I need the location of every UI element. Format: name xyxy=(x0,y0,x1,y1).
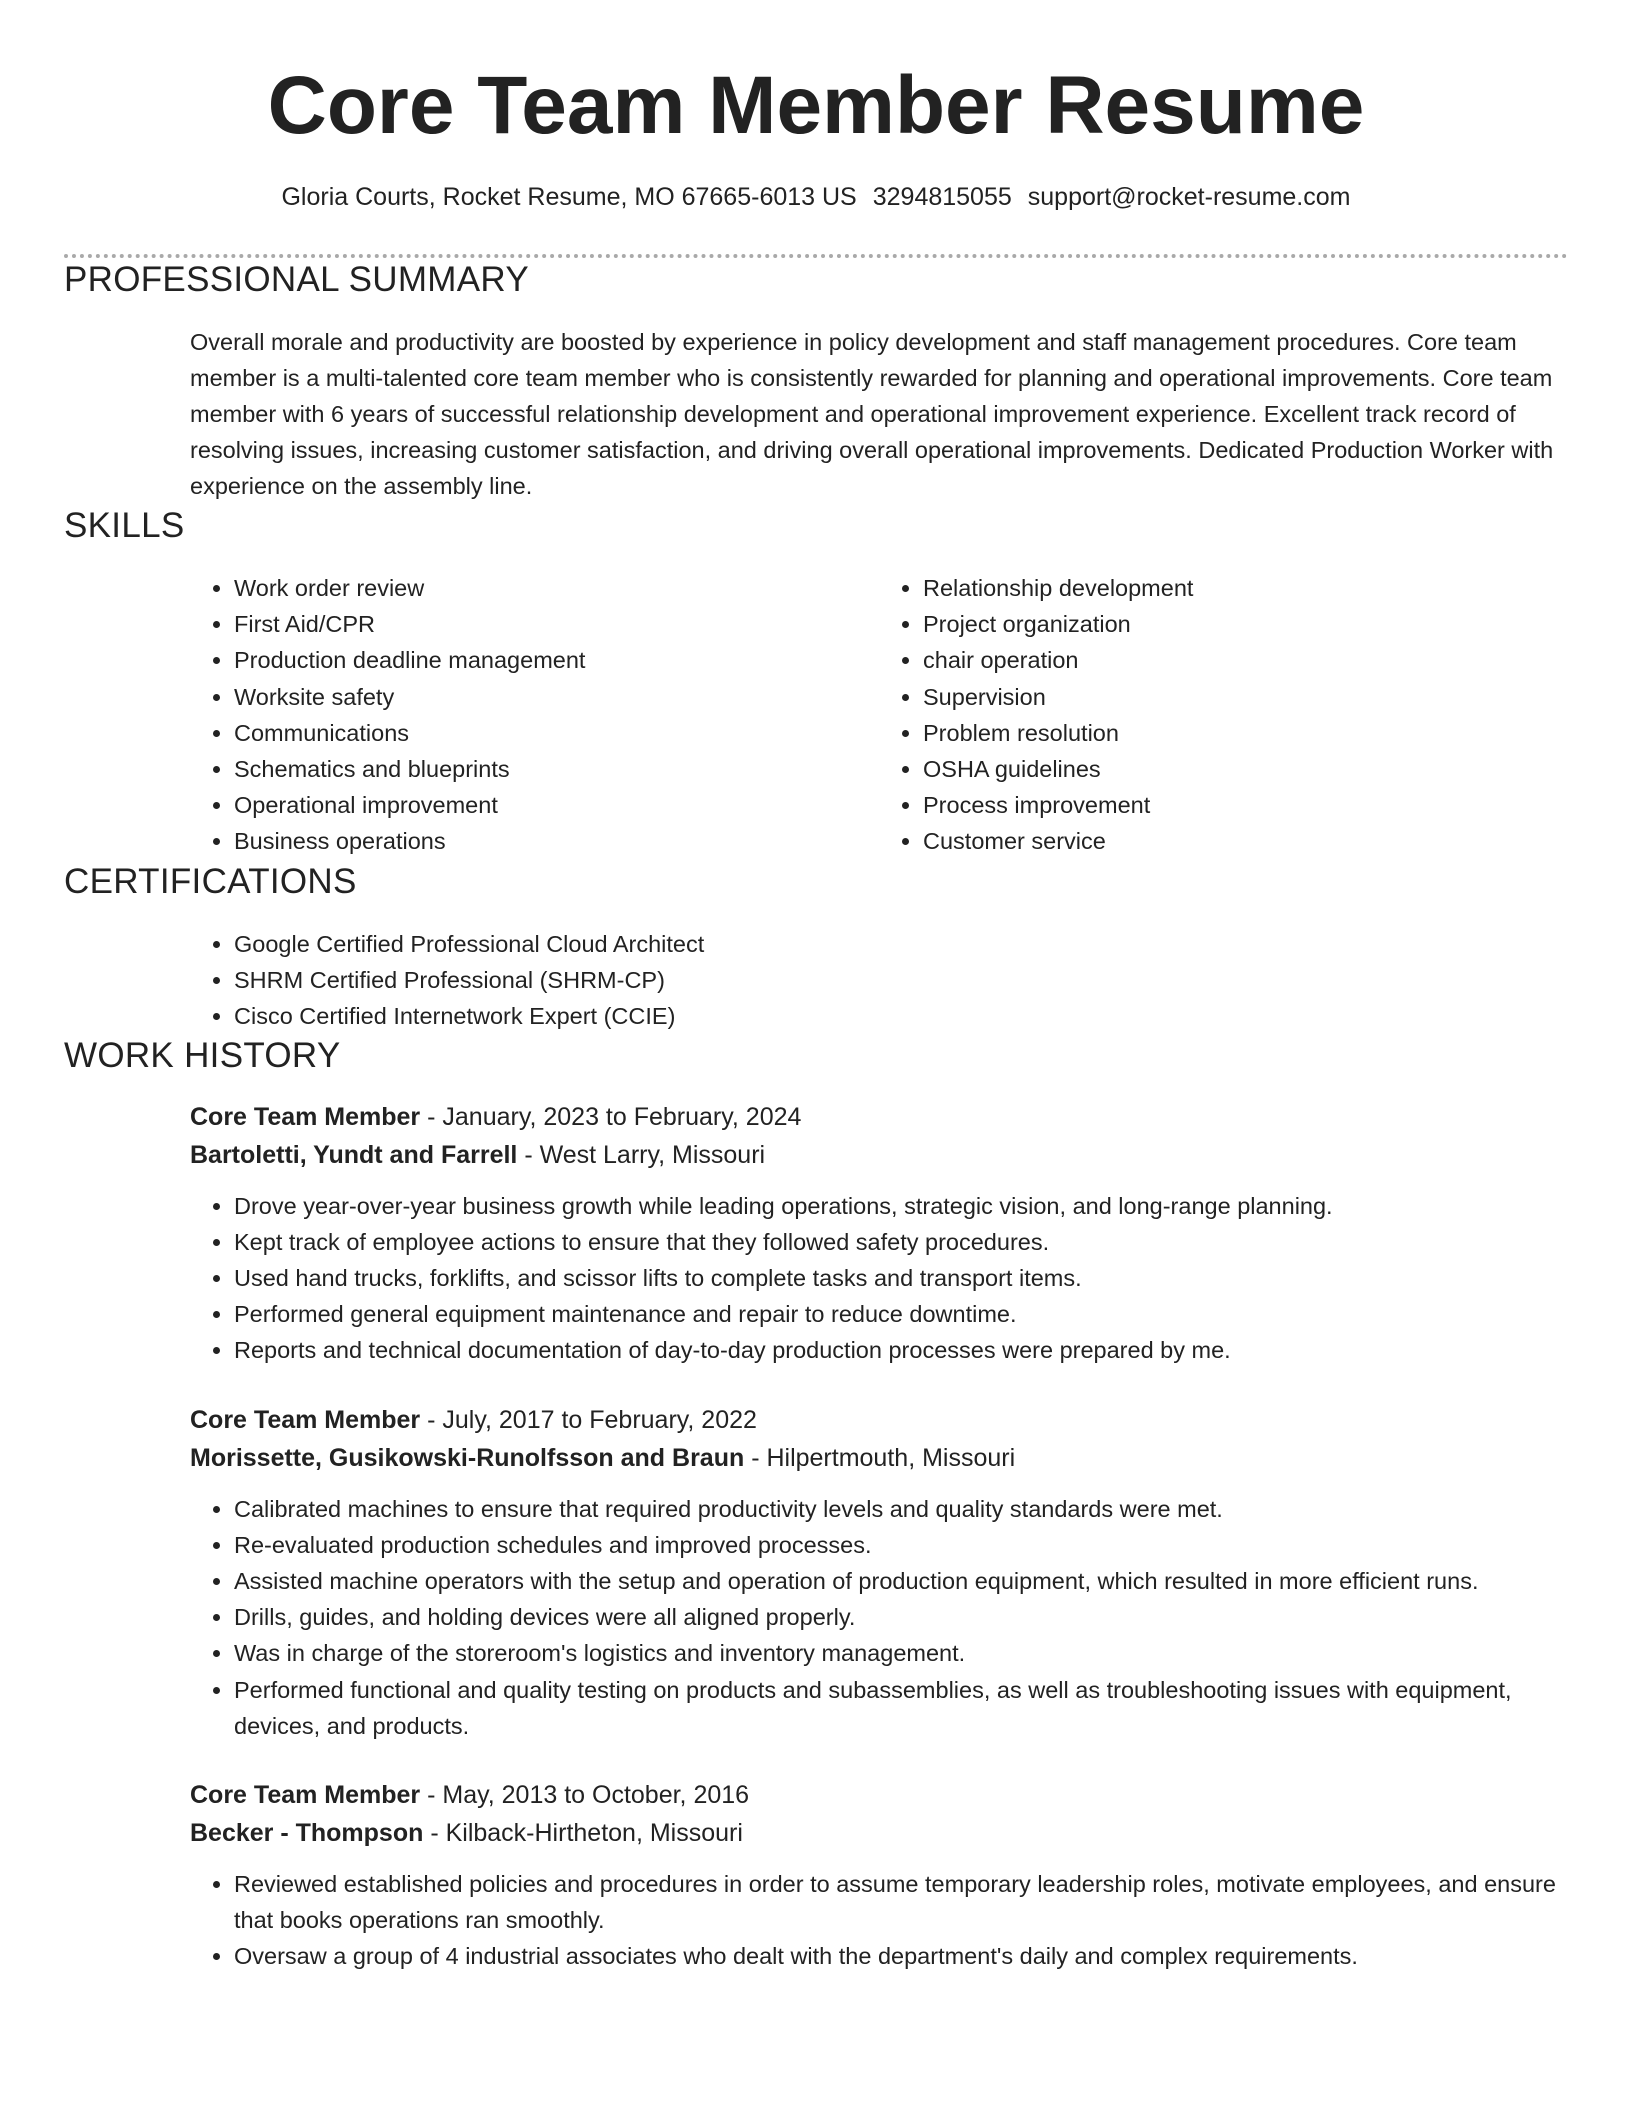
certification-item: • Google Certified Professional Cloud Architect xyxy=(234,926,1568,962)
job-company: Becker - Thompson xyxy=(190,1819,424,1848)
job-company: Bartoletti, Yundt and Farrell xyxy=(190,1140,518,1169)
job-bullet: • Drills, guides, and holding devices were all aligned properly. xyxy=(234,1599,1568,1635)
certifications-list xyxy=(190,926,1568,1034)
job-location: - West Larry, Missouri xyxy=(517,1140,766,1169)
work-history-heading: WORK HISTORY xyxy=(64,1035,341,1075)
job-title-line xyxy=(190,1098,1568,1136)
job-bullet: • Calibrated machines to ensure that required productivity levels and quality standards were met. xyxy=(234,1491,1568,1527)
summary-text: Overall morale and productivity are boosted by experience in policy development and staff management procedures. Core team member is a multi-talented core team member who is consistently rewarded for planning and operational improvements. Core team member with 6 years of successful relationship development and operational improvement experience. Excellent track record of resolving issues, increasing customer satisfaction, and driving overall operational improvements. Dedicated Production Worker with experience on the assembly line. xyxy=(190,329,1554,499)
job-company-line xyxy=(190,1439,1568,1477)
skills-grid xyxy=(190,570,1568,860)
job-bullets xyxy=(190,1491,1568,1744)
job-company-line xyxy=(190,1814,1568,1852)
job-bullet: • Re-evaluated production schedules and improved processes. xyxy=(234,1527,1568,1563)
job-entry xyxy=(190,1401,1568,1744)
job-entry xyxy=(190,1776,1568,1975)
job-bullet: • Reports and technical documentation of day-to-day production processes were prepared by me. xyxy=(234,1332,1568,1368)
job-title-line xyxy=(190,1776,1568,1814)
resume-title: Core Team Member Resume xyxy=(267,60,1365,151)
skill-item: • Work order review xyxy=(234,570,879,606)
job-bullet: • Performed functional and quality testing on products and subassemblies, as well as troubleshooting issues with equipment, devices, and products. xyxy=(234,1672,1568,1744)
job-bullet: • Performed general equipment maintenance and repair to reduce downtime. xyxy=(234,1296,1568,1332)
resume-page xyxy=(64,0,1568,1975)
job-bullet: • Used hand trucks, forklifts, and scissor lifts to complete tasks and transport items. xyxy=(234,1260,1568,1296)
skills-column-left xyxy=(190,570,879,860)
certification-item: • Cisco Certified Internetwork Expert (CCIE) xyxy=(234,998,1568,1034)
certifications-heading: CERTIFICATIONS xyxy=(64,861,357,901)
skill-item: • Communications xyxy=(234,715,879,751)
contact-phone: 3294815055 xyxy=(872,183,1012,211)
job-title: Core Team Member xyxy=(190,1102,421,1131)
skill-item: • Operational improvement xyxy=(234,787,879,823)
skill-item: • Process improvement xyxy=(923,787,1568,823)
skill-item: • Relationship development xyxy=(923,570,1568,606)
job-bullet: • Reviewed established policies and procedures in order to assume temporary leadership roles, motivate employees, and ensure that books operations ran smoothly. xyxy=(234,1866,1568,1938)
contact-line xyxy=(64,180,1568,214)
skill-item: • chair operation xyxy=(923,642,1568,678)
job-bullet: • Was in charge of the storeroom's logistics and inventory management. xyxy=(234,1635,1568,1671)
job-dates: - July, 2017 to February, 2022 xyxy=(420,1405,757,1434)
job-entry xyxy=(190,1098,1568,1369)
skill-item: • OSHA guidelines xyxy=(923,751,1568,787)
contact-email: support@rocket-resume.com xyxy=(1027,183,1351,211)
job-bullets xyxy=(190,1866,1568,1975)
contact-address: Gloria Courts, Rocket Resume, MO 67665-6013 US xyxy=(281,183,857,211)
skill-item: • Business operations xyxy=(234,823,879,859)
job-company-line xyxy=(190,1136,1568,1174)
skill-item: • Customer service xyxy=(923,823,1568,859)
job-company: Morissette, Gusikowski-Runolfsson and Braun xyxy=(190,1443,745,1472)
skill-item: • Supervision xyxy=(923,679,1568,715)
job-dates: - January, 2023 to February, 2024 xyxy=(420,1102,802,1131)
skill-item: • Worksite safety xyxy=(234,679,879,715)
skill-item: • Project organization xyxy=(923,606,1568,642)
certification-item: • SHRM Certified Professional (SHRM-CP) xyxy=(234,962,1568,998)
skill-item: • Production deadline management xyxy=(234,642,879,678)
job-title: Core Team Member xyxy=(190,1781,421,1810)
job-title-line xyxy=(190,1401,1568,1439)
skill-item: • Problem resolution xyxy=(923,715,1568,751)
job-bullet: • Drove year-over-year business growth while leading operations, strategic vision, and long-range planning. xyxy=(234,1188,1568,1224)
job-location: - Hilpertmouth, Missouri xyxy=(744,1443,1016,1472)
skill-item: • Schematics and blueprints xyxy=(234,751,879,787)
job-location: - Kilback-Hirtheton, Missouri xyxy=(423,1819,743,1848)
job-bullet: • Assisted machine operators with the setup and operation of production equipment, which resulted in more efficient runs. xyxy=(234,1563,1568,1599)
skills-heading: SKILLS xyxy=(64,506,185,545)
skill-item: • First Aid/CPR xyxy=(234,606,879,642)
job-title: Core Team Member xyxy=(190,1405,421,1434)
summary-heading: PROFESSIONAL SUMMARY xyxy=(64,260,529,299)
skills-column-right xyxy=(879,570,1568,860)
job-bullet: • Kept track of employee actions to ensure that they followed safety procedures. xyxy=(234,1224,1568,1260)
job-bullet: • Oversaw a group of 4 industrial associates who dealt with the department's daily and complex requirements. xyxy=(234,1938,1568,1974)
job-bullets xyxy=(190,1188,1568,1369)
job-dates: - May, 2013 to October, 2016 xyxy=(420,1781,750,1810)
